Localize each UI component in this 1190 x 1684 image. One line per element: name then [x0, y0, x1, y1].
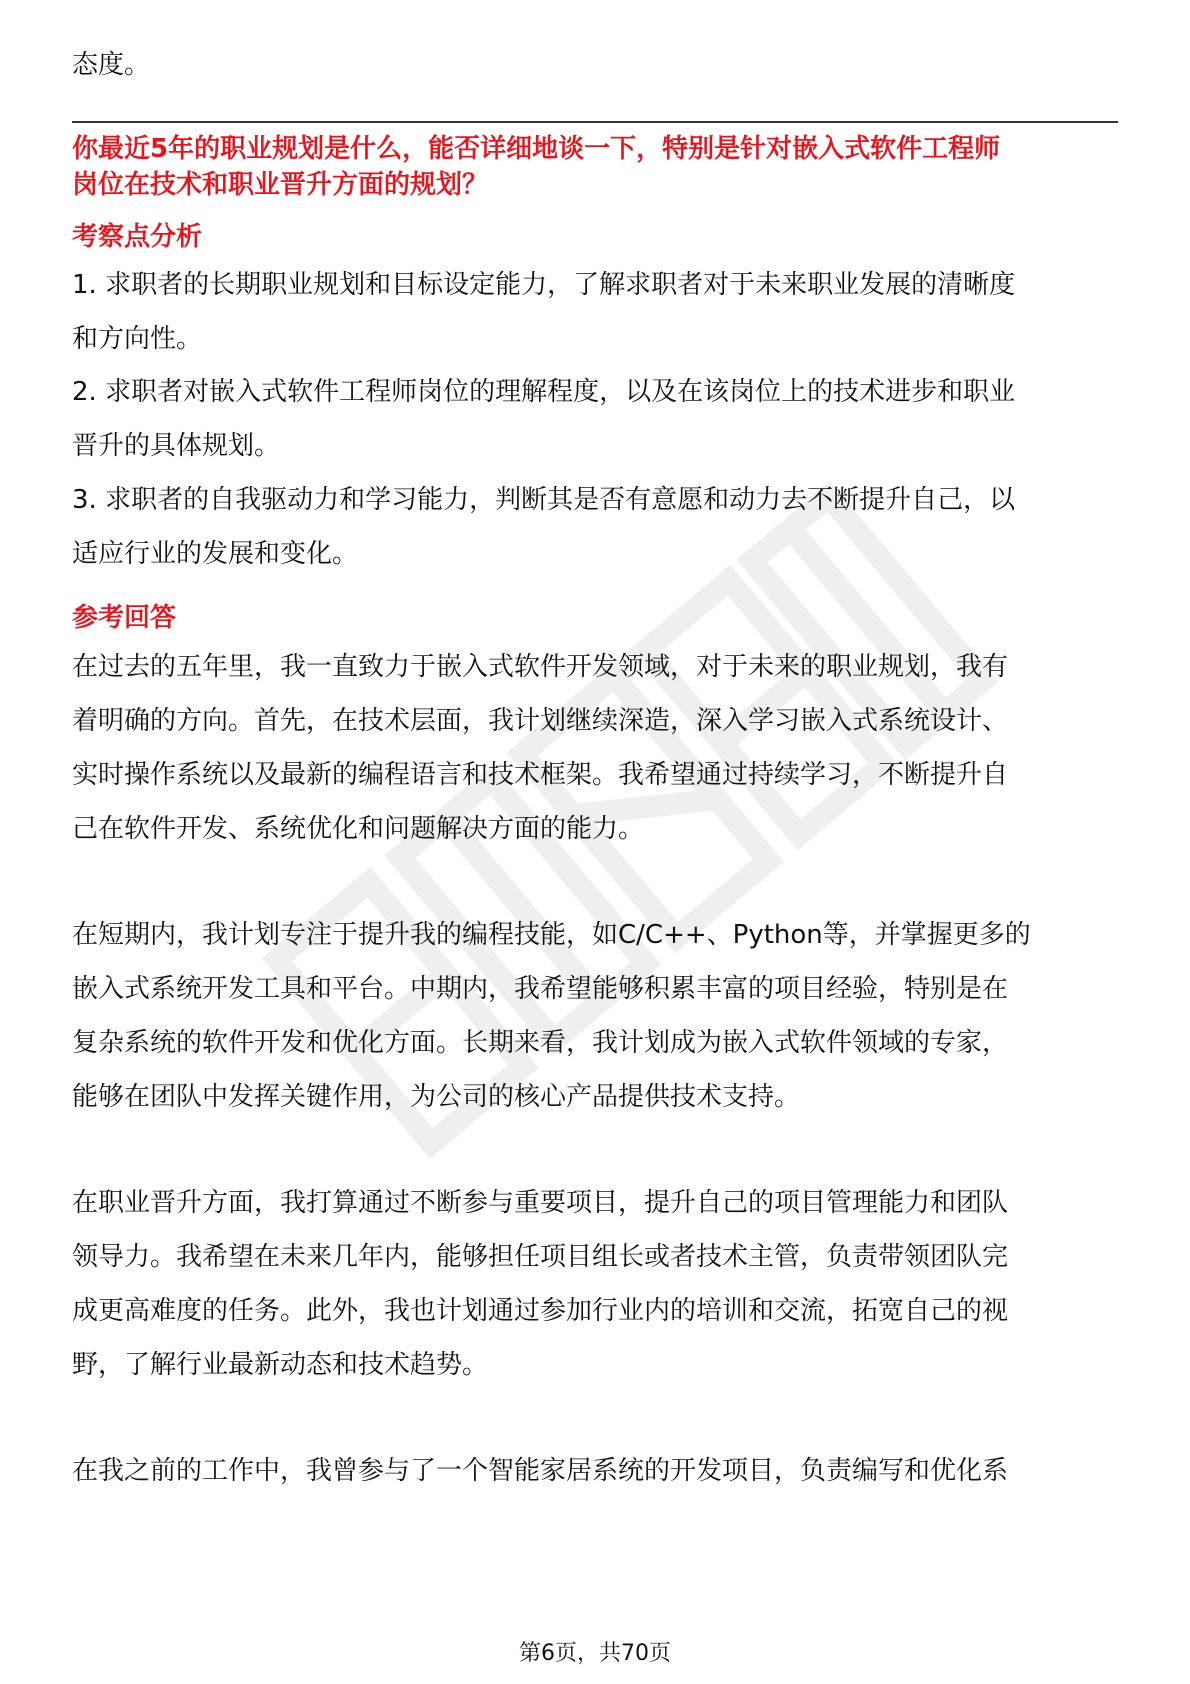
analysis-line: 和方向性。: [72, 324, 203, 354]
answer-line: 野，了解行业最新动态和技术趋势。: [72, 1350, 489, 1380]
answer-line: 在过去的五年里，我一直致力于嵌入式软件开发领域，对于未来的职业规划，我有: [72, 652, 1009, 682]
analysis-line: 1. 求职者的长期职业规划和目标设定能力，了解求职者对于未来职业发展的清晰度: [72, 270, 1016, 300]
answer-line: 在我之前的工作中，我曾参与了一个智能家居系统的开发项目，负责编写和优化系: [72, 1456, 1009, 1486]
analysis-line: 2. 求职者对嵌入式软件工程师岗位的理解程度，以及在该岗位上的技术进步和职业: [72, 377, 1016, 407]
answer-line: 在短期内，我计划专注于提升我的编程技能，如C/C++、Python等，并掌握更多的: [72, 920, 1031, 950]
answer-line: 在职业晋升方面，我打算通过不断参与重要项目，提升自己的项目管理能力和团队: [72, 1188, 1009, 1218]
top-fragment: 态度。: [72, 50, 151, 80]
answer-line: 领导力。我希望在未来几年内，能够担任项目组长或者技术主管，负责带领团队完: [72, 1242, 1009, 1272]
answer-line: 能够在团队中发挥关键作用，为公司的核心产品提供技术支持。: [72, 1082, 801, 1112]
question-line: 你最近5年的职业规划是什么，能否详细地谈一下，特别是针对嵌入式软件工程师: [72, 134, 1001, 164]
analysis-line: 适应行业的发展和变化。: [72, 539, 359, 569]
answer-heading: 参考回答: [72, 603, 177, 633]
answer-line: 嵌入式系统开发工具和平台。中期内，我希望能够积累丰富的项目经验，特别是在: [72, 974, 1009, 1004]
answer-line: 实时操作系统以及最新的编程语言和技术框架。我希望通过持续学习，不断提升自: [72, 760, 1009, 790]
question-line: 岗位在技术和职业晋升方面的规划？: [72, 170, 489, 200]
answer-line: 复杂系统的软件开发和优化方面。长期来看，我计划成为嵌入式软件领域的专家，: [72, 1028, 1009, 1058]
analysis-line: 晋升的具体规划。: [72, 431, 281, 461]
analysis-line: 3. 求职者的自我驱动力和学习能力，判断其是否有意愿和动力去不断提升自己，以: [72, 485, 1016, 515]
analysis-heading: 考察点分析: [72, 222, 203, 252]
answer-line: 己在软件开发、系统优化和问题解决方面的能力。: [72, 814, 645, 844]
answer-line: 着明确的方向。首先，在技术层面，我计划继续深造，深入学习嵌入式系统设计、: [72, 706, 1009, 736]
section-divider: [72, 121, 1118, 123]
answer-line: 成更高难度的任务。此外，我也计划通过参加行业内的培训和交流，拓宽自己的视: [72, 1296, 1009, 1326]
page-number-footer: 第6页，共70页: [519, 1641, 671, 1666]
